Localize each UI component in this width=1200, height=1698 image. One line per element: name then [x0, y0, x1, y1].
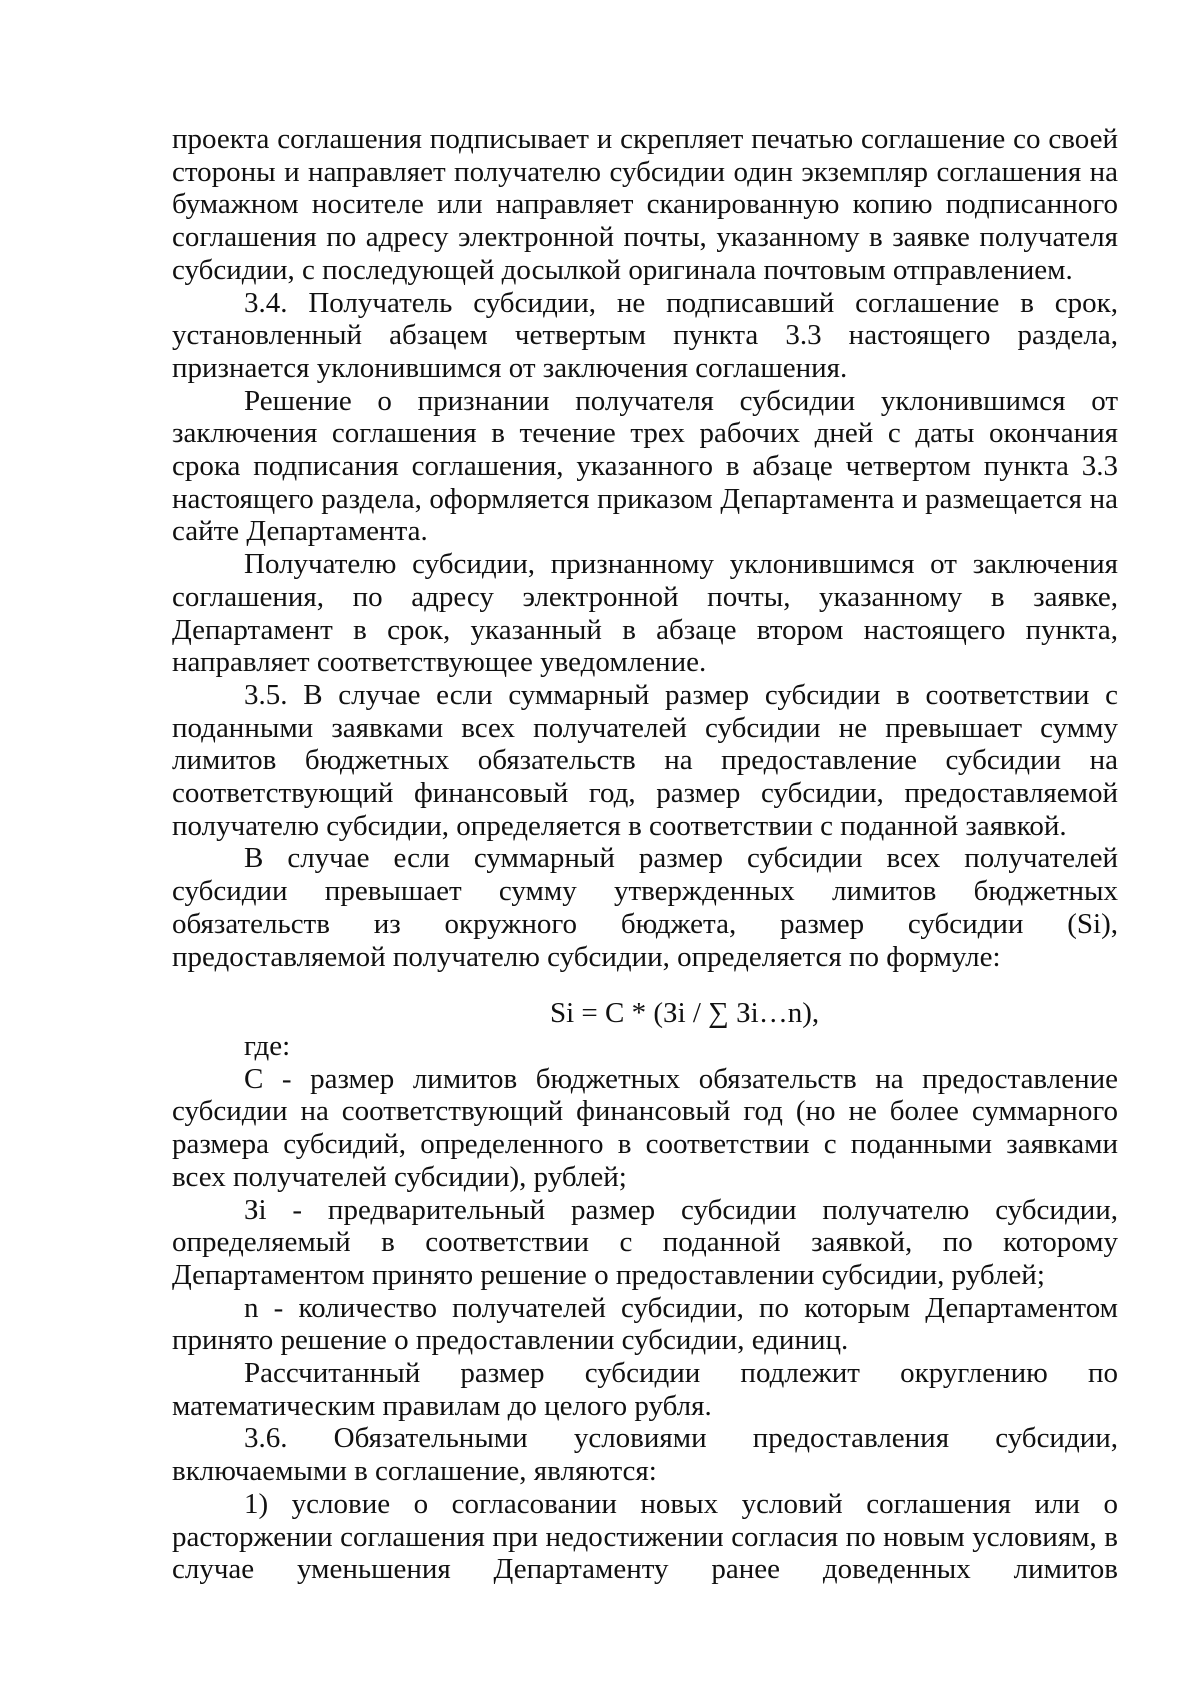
paragraph-3-5: 3.5. В случае если суммарный размер субсидии в соответствии с поданными заявками всех получателей субсидии не превышает сумму лимитов бюджетных обязательств на предоставление субсидии на соответствующий финансовый год, размер субсидии, предоставляемой получателю субсидии, определяется в соответствии с поданной заявкой.: [172, 678, 1118, 842]
paragraph: Решение о признании получателя субсидии уклонившимся от заключения соглашения в течение трех рабочих дней с даты окончания срока подписания соглашения, указанного в абзаце четвертом пункта 3.3 настоящего раздела, оформляется приказом Департамента и размещается на сайте Департамента.: [172, 384, 1118, 548]
paragraph-3-6: 3.6. Обязательными условиями предоставления субсидии, включаемыми в соглашение, являются:: [172, 1422, 1118, 1488]
list-item-1: 1) условие о согласовании новых условий соглашения или о расторжении соглашения при недостижении согласия по новым условиям, в случае уменьшения Департаменту ранее доведенных лимитов: [172, 1487, 1118, 1586]
paragraph: Получателю субсидии, признанному уклонившимся от заключения соглашения, по адресу электронной почты, указанному в заявке, Департамент в срок, указанный в абзаце втором настоящего пункта, направляет соответствующее уведомление.: [172, 548, 1118, 679]
paragraph: проекта соглашения подписывает и скрепляет печатью соглашение со своей стороны и направляет получателю субсидии один экземпляр соглашения на бумажном носителе или направляет сканированную копию подписанного соглашения по адресу электронной почты, указанному в заявке получателя субсидии, с последующей досылкой оригинала почтовым отправлением.: [172, 123, 1118, 286]
definition-zi: Зi - предварительный размер субсидии получателю субсидии, определяемый в соответствии с поданной заявкой, по которому Департаментом принято решение о предоставлении субсидии, рублей;: [172, 1193, 1118, 1291]
paragraph: Рассчитанный размер субсидии подлежит округлению по математическим правилам до целого рубля.: [172, 1357, 1118, 1422]
paragraph: В случае если суммарный размер субсидии всех получателей субсидии превышает сумму утвержденных лимитов бюджетных обязательств из окружного бюджета, размер субсидии (Si), предоставляемой получателю субсидии, определяется по формуле:: [172, 842, 1118, 973]
paragraph-3-4: 3.4. Получатель субсидии, не подписавший соглашение в срок, установленный абзацем четвертым пункта 3.3 настоящего раздела, признается уклонившимся от заключения соглашения.: [172, 286, 1118, 384]
formula: Si = C * (Зi / ∑ Зi…n),: [550, 997, 820, 1030]
definition-n: n - количество получателей субсидии, по которым Департаментом принято решение о предоставлении субсидии, единиц.: [172, 1291, 1118, 1357]
definition-c: С - размер лимитов бюджетных обязательств на предоставление субсидии на соответствующий финансовый год (но не более суммарного размера субсидий, определенного в соответствии с поданными заявками всех получателей субсидии), рублей;: [172, 1062, 1118, 1193]
document-page: [172, 123, 1118, 1586]
formula-where-label: где:: [244, 1029, 291, 1062]
